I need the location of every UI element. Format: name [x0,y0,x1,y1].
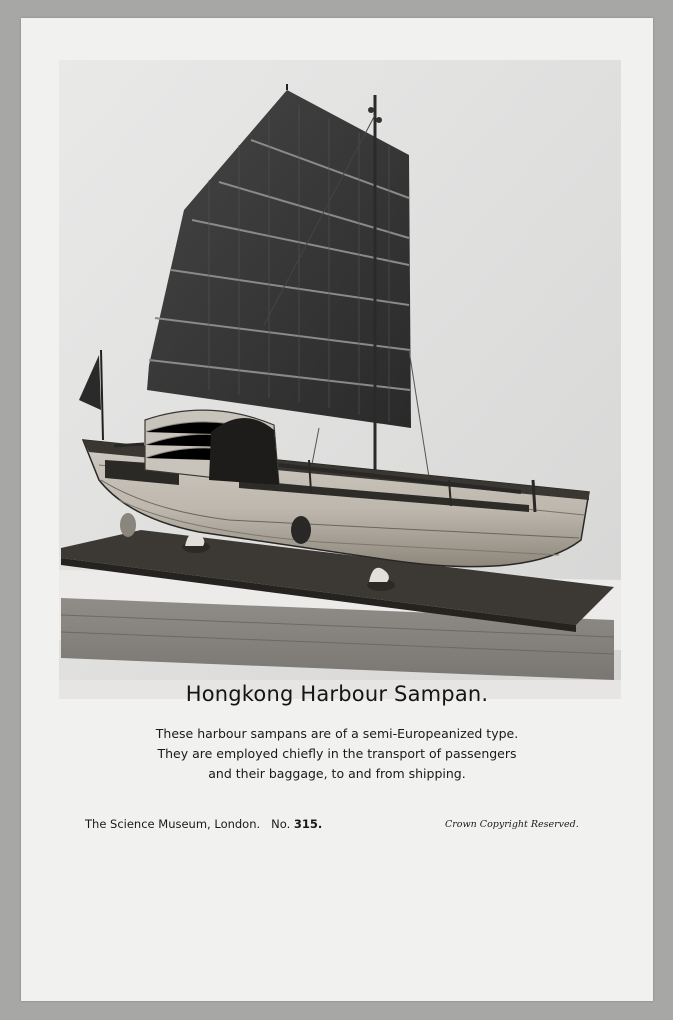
card-number-label: No. [271,817,291,831]
sampan-illustration [59,60,621,699]
caption-line-1: These harbour sampans are of a semi-Europeanized type. [155,726,519,741]
copyright-notice: Crown Copyright Reserved. [445,819,579,830]
card-number: 315. [293,817,323,831]
caption-line-2: They are employed chiefly in the transport of passengers [157,746,517,761]
caption-line-3: and their baggage, to and from shipping. [208,766,466,781]
postcard-title: Hongkong Harbour Sampan. [185,682,489,706]
postcard-caption [21,724,653,784]
sampan-model-photograph [59,60,621,699]
publisher-name: The Science Museum, London. [85,817,261,831]
publisher-credit [85,817,322,831]
postcard [21,18,653,1001]
